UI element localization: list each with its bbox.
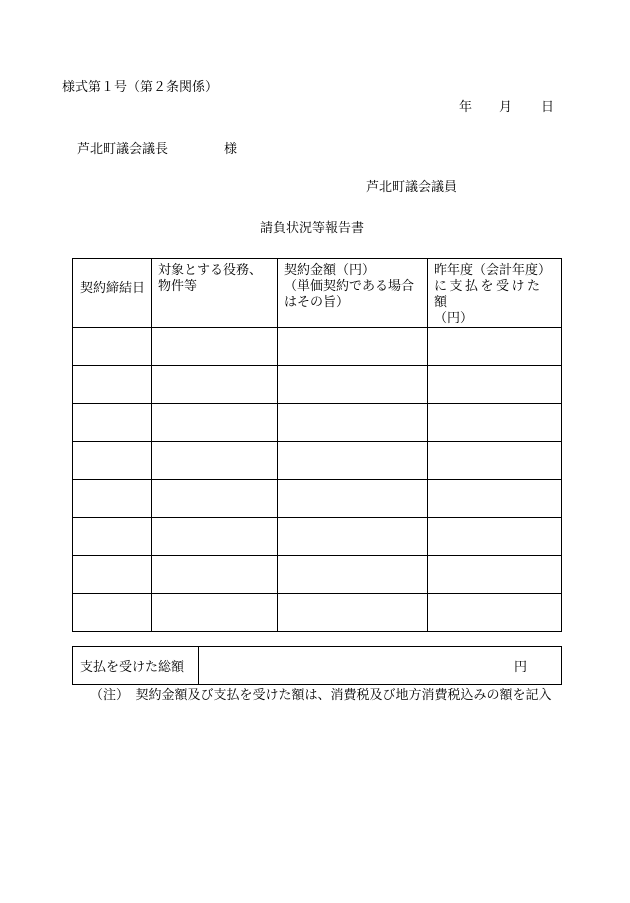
table-cell[interactable]	[73, 366, 152, 404]
table-cell[interactable]	[278, 366, 428, 404]
date-day-label: 日	[541, 100, 555, 115]
table-cell[interactable]	[152, 328, 278, 366]
table-cell[interactable]	[73, 556, 152, 594]
table-cell[interactable]	[73, 480, 152, 518]
header-line: 物件等	[158, 279, 198, 294]
table-row	[73, 366, 562, 404]
table-row	[73, 328, 562, 366]
table-row	[73, 518, 562, 556]
table-cell[interactable]	[428, 556, 562, 594]
table-cell[interactable]	[278, 328, 428, 366]
table-cell[interactable]	[152, 594, 278, 632]
table-cell[interactable]	[152, 480, 278, 518]
total-amount-table	[72, 646, 562, 685]
table-header-row	[73, 259, 562, 328]
header-line: 契約締結日	[80, 281, 146, 296]
addressee: 芦北町議会議長	[77, 142, 169, 157]
header-line: （円）	[434, 311, 474, 326]
table-cell[interactable]	[73, 518, 152, 556]
header-last-year-amount	[428, 259, 562, 328]
total-amount-label: 支払を受けた総額	[73, 647, 199, 685]
footnote: （注） 契約金額及び支払を受けた額は、消費税及び地方消費税込みの額を記入	[90, 688, 552, 703]
form-number: 様式第１号（第２条関係）	[62, 80, 219, 95]
header-line: 昨年度（会計年度）	[434, 263, 552, 278]
header-contract-amount	[278, 259, 428, 328]
header-target-service	[152, 259, 278, 328]
table-cell[interactable]	[278, 556, 428, 594]
table-cell[interactable]	[428, 328, 562, 366]
table-cell[interactable]	[278, 518, 428, 556]
table-cell[interactable]	[428, 366, 562, 404]
table-cell[interactable]	[428, 480, 562, 518]
table-cell[interactable]	[73, 442, 152, 480]
header-line: はその旨）	[284, 295, 350, 310]
table-cell[interactable]	[152, 518, 278, 556]
table-row	[73, 404, 562, 442]
table-row	[73, 594, 562, 632]
table-cell[interactable]	[73, 594, 152, 632]
table-cell[interactable]	[278, 404, 428, 442]
sender: 芦北町議会議員	[366, 180, 458, 195]
table-cell[interactable]	[73, 328, 152, 366]
table-cell[interactable]	[73, 404, 152, 442]
header-line: （単価契約である場合	[284, 279, 415, 294]
table-cell[interactable]	[278, 442, 428, 480]
total-amount-row	[73, 647, 562, 685]
contract-report-table	[72, 258, 562, 632]
table-cell[interactable]	[428, 404, 562, 442]
table-row	[73, 556, 562, 594]
date-year-label: 年	[459, 100, 473, 115]
table-cell[interactable]	[428, 594, 562, 632]
table-cell[interactable]	[428, 442, 562, 480]
table-cell[interactable]	[152, 366, 278, 404]
header-line: 契約金額（円）	[284, 263, 376, 278]
table-row	[73, 480, 562, 518]
header-line: に支払を受けた額	[434, 279, 543, 310]
date-month-label: 月	[499, 100, 513, 115]
table-cell[interactable]	[152, 442, 278, 480]
table-cell[interactable]	[428, 518, 562, 556]
addressee-honorific: 様	[224, 142, 238, 157]
date-line	[459, 100, 554, 116]
table-cell[interactable]	[278, 594, 428, 632]
total-amount-unit: 円	[513, 660, 527, 675]
header-contract-date	[73, 259, 152, 328]
table-cell[interactable]	[152, 404, 278, 442]
table-row	[73, 442, 562, 480]
table-cell[interactable]	[278, 480, 428, 518]
document-title: 請負状況等報告書	[260, 221, 365, 236]
table-cell[interactable]	[152, 556, 278, 594]
total-amount-field[interactable]	[199, 647, 562, 685]
header-line: 対象とする役務、	[158, 263, 263, 278]
